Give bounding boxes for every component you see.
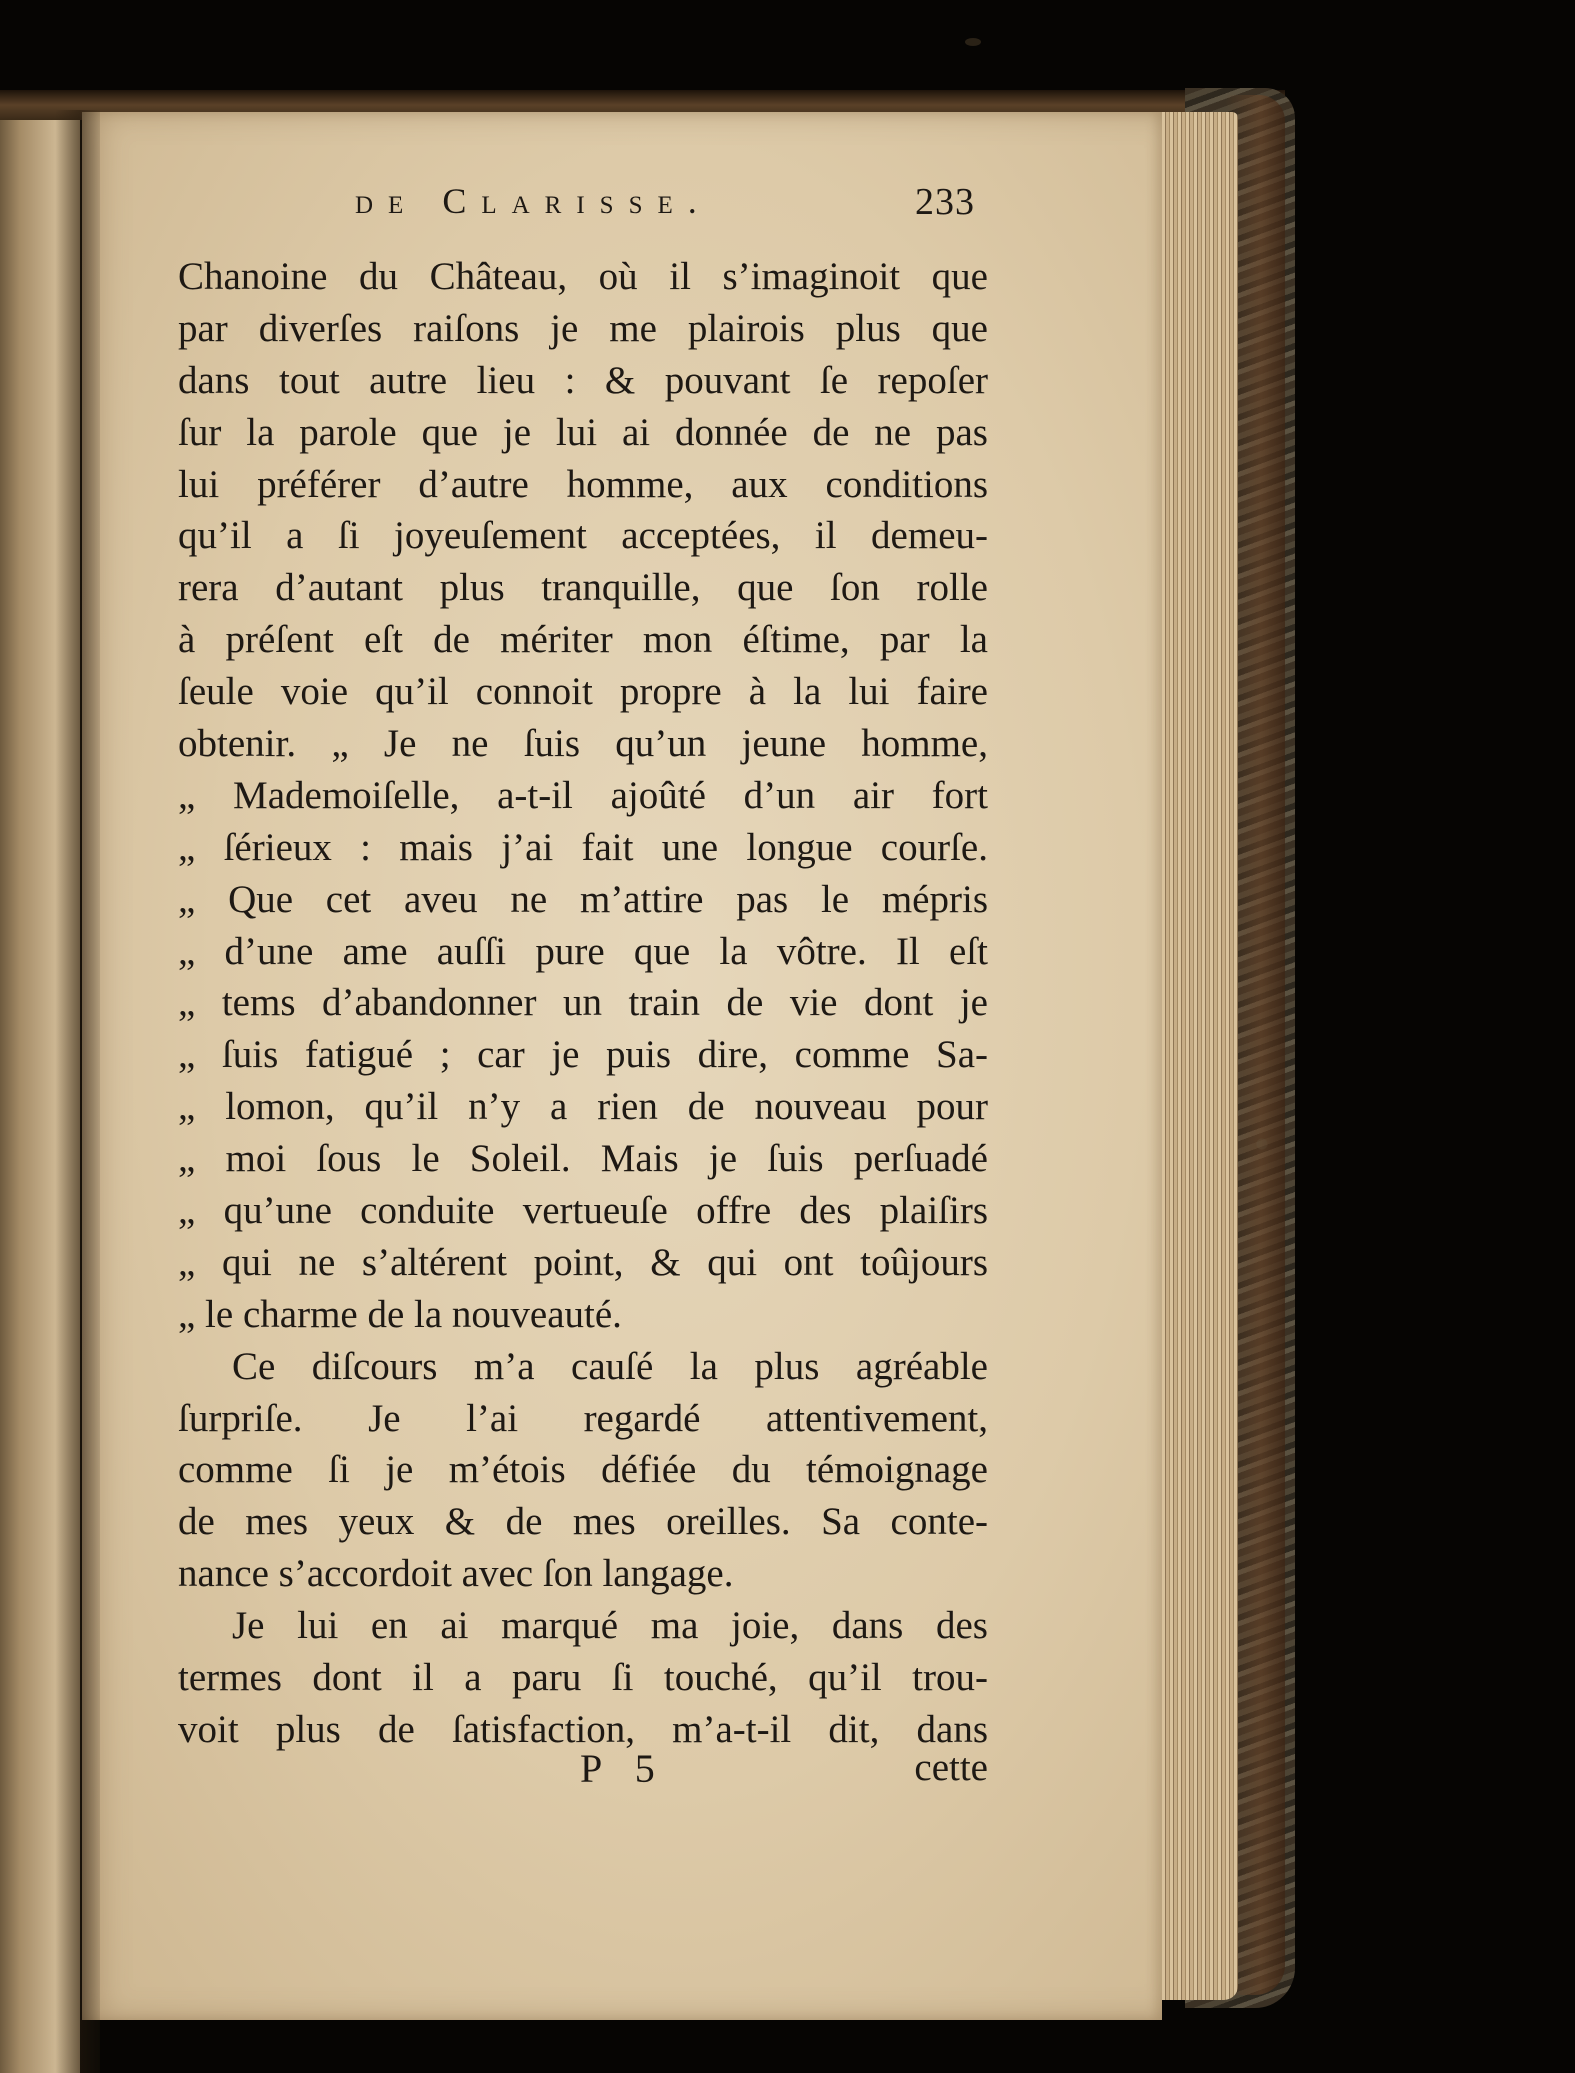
running-head [355, 180, 975, 240]
ink-speck [965, 38, 981, 46]
text-line: „ qu’une conduite vertueuſe offre des plaiſirs [178, 1189, 988, 1233]
text-line: Chanoine du Château, où il s’imaginoit que [178, 255, 988, 298]
gutter-shadow [55, 110, 100, 2073]
text-line: „ qui ne s’altérent point, & qui ont toûjours [178, 1240, 988, 1284]
running-head-title: de Clarisse. [355, 181, 712, 221]
text-line: ſurpriſe. Je l’ai regardé attentivement, [178, 1396, 988, 1440]
text-line: „ ſérieux : mais j’ai fait une longue courſe. [178, 825, 988, 869]
text-line: „ ſuis fatigué ; car je puis dire, comme Sa- [178, 1033, 988, 1077]
text-line: rera d’autant plus tranquille, que ſon rolle [178, 566, 988, 610]
text-line: termes dont il a paru ſi touché, qu’il trou- [178, 1656, 988, 1700]
page-number: 233 [915, 181, 975, 223]
text-line: „ moi ſous le Soleil. Mais je ſuis perſuadé [178, 1137, 988, 1181]
text-line: à préſent eſt de mériter mon éſtime, par la [178, 618, 988, 662]
paragraph-start-line: Je lui en ai marqué ma joie, dans des [232, 1604, 988, 1648]
text-line: dans tout autre lieu : & pouvant ſe repoſer [178, 358, 988, 402]
text-line: de mes yeux & de mes oreilles. Sa conte- [178, 1500, 988, 1544]
text-line: lui préférer d’autre homme, aux conditions [178, 462, 988, 506]
text-line: „ le charme de la nouveauté. [178, 1292, 622, 1336]
text-line: „ Que cet aveu ne m’attire pas le mépris [178, 877, 988, 921]
text-line: nance s’accordoit avec ſon langage. [178, 1552, 734, 1596]
text-line: ſeule voie qu’il connoit propre à la lui faire [178, 670, 988, 714]
text-line: „ tems d’abandonner un train de vie dont je [178, 981, 988, 1025]
text-line: qu’il a ſi joyeuſement acceptées, il demeu- [178, 514, 988, 558]
page-footer [178, 1745, 988, 1805]
text-line: voit plus de ſatisfaction, m’a-t-il dit, dans [178, 1707, 988, 1751]
page-edges [1150, 112, 1238, 2000]
paragraph-start-line: Ce diſcours m’a cauſé la plus agréable [232, 1344, 988, 1388]
catchword: cette [914, 1746, 988, 1789]
signature-mark: P 5 [580, 1746, 667, 1791]
text-line: comme ſi je m’étois défiée du témoignage [178, 1448, 988, 1492]
text-line: „ Mademoiſelle, a-t-il ajoûté d’un air fort [178, 773, 988, 817]
text-line: par diverſes raiſons je me plairois plus que [178, 306, 988, 350]
body-text [178, 251, 988, 1756]
text-line: „ lomon, qu’il n’y a rien de nouveau pour [178, 1085, 988, 1129]
text-line: obtenir. „ Je ne ſuis qu’un jeune homme, [178, 722, 988, 766]
text-line: „ d’une ame auſſi pure que la vôtre. Il eſt [178, 929, 988, 973]
text-line: ſur la parole que je lui ai donnée de ne pas [178, 410, 988, 454]
